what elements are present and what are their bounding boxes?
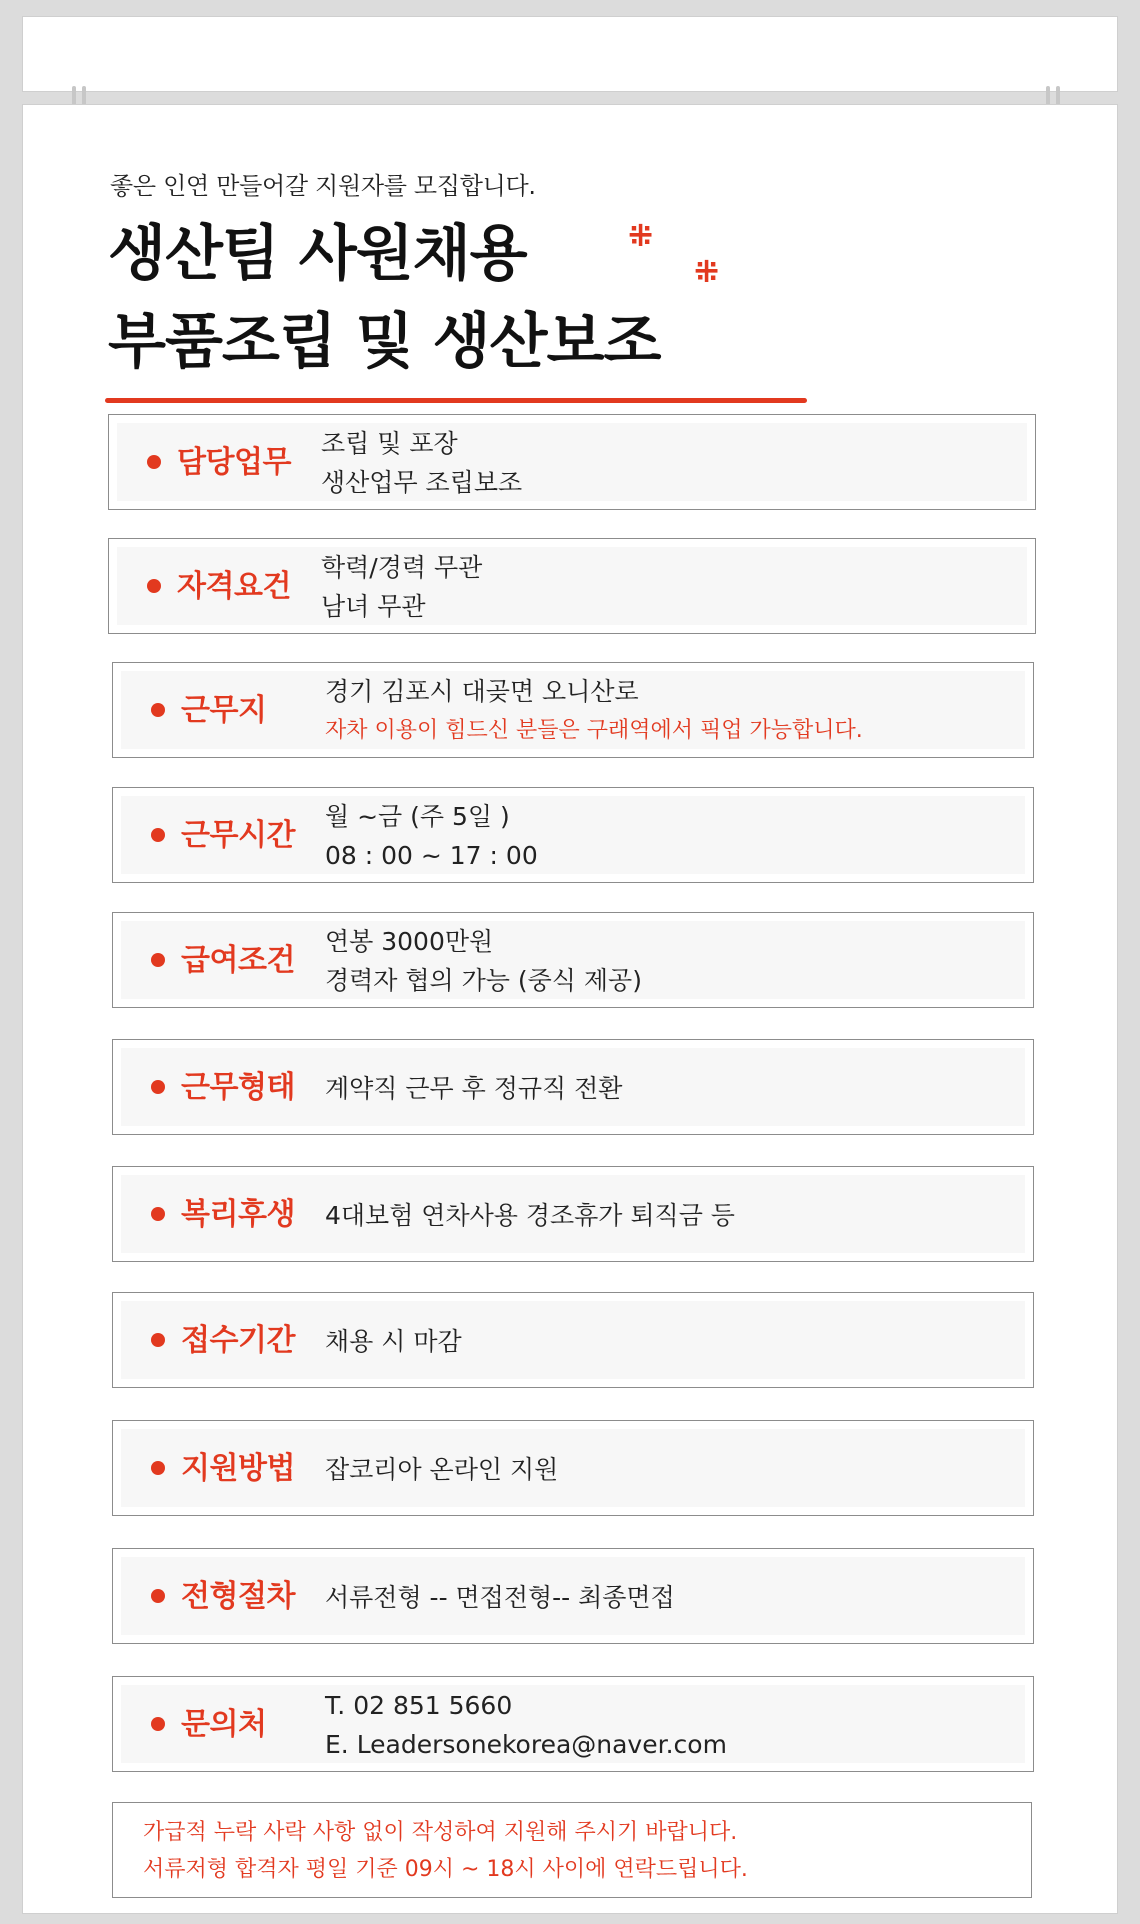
notice-line: 가급적 누락 사락 사항 없이 작성하여 지원해 주시기 바랍니다. [143, 1820, 738, 1845]
title-line-2: 부품조립 및 생산보조 [108, 307, 661, 377]
detail-row [112, 1292, 1034, 1388]
row-text: 학력/경력 무관 [321, 553, 483, 582]
row-text: 4대보험 연차사용 경조휴가 퇴직금 등 [325, 1200, 735, 1230]
row-content [325, 1421, 558, 1517]
row-text: 연봉 3000만원 [325, 927, 494, 956]
detail-row [112, 1039, 1034, 1135]
row-text: 채용 시 마감 [325, 1326, 462, 1356]
row-label: 급여조건 [181, 943, 295, 978]
row-text: 남녀 무관 [321, 592, 426, 621]
detail-row [112, 787, 1034, 883]
row-content [325, 1167, 735, 1263]
row-content [321, 415, 522, 511]
detail-row [112, 912, 1034, 1008]
bullet-icon [151, 1461, 165, 1475]
row-content [325, 1549, 675, 1645]
row-content [325, 1677, 727, 1773]
bullet-icon [151, 1333, 165, 1347]
detail-row [112, 1548, 1034, 1644]
detail-row [108, 538, 1036, 634]
row-text: 경력자 협의 가능 (중식 제공) [325, 966, 642, 995]
row-label: 담당업무 [177, 445, 291, 480]
row-label: 근무지 [181, 693, 267, 728]
row-label: 근무형태 [181, 1070, 295, 1105]
bullet-icon [151, 1207, 165, 1221]
row-label: 문의처 [181, 1707, 267, 1742]
row-label: 지원방법 [181, 1451, 295, 1486]
row-text: E. Leadersonekorea@naver.com [325, 1730, 727, 1759]
row-text: 계약직 근무 후 정규직 전환 [325, 1073, 623, 1103]
row-content [325, 913, 642, 1009]
row-label: 접수기간 [181, 1323, 295, 1358]
decor-asterisk-icon: ⁜ [694, 255, 720, 290]
notice-line: 서류저형 합격자 평일 기준 09시 ~ 18시 사이에 연락드립니다. [143, 1857, 748, 1882]
bullet-icon [151, 703, 165, 717]
row-text: 서류전형 -- 면접전형-- 최종면접 [325, 1582, 675, 1612]
row-label: 근무시간 [181, 818, 295, 853]
detail-row [112, 662, 1034, 758]
detail-row [112, 1420, 1034, 1516]
row-content [325, 1040, 622, 1136]
row-text: 월 ~금 (주 5일 ) [325, 802, 510, 831]
bullet-icon [151, 828, 165, 842]
decor-asterisk-icon: ⁜ [628, 219, 654, 254]
bullet-icon [147, 579, 161, 593]
row-content [321, 539, 482, 635]
row-label: 복리후생 [181, 1197, 295, 1232]
row-text: 잡코리아 온라인 지원 [325, 1454, 559, 1484]
notice-box [112, 1802, 1032, 1898]
bullet-icon [151, 953, 165, 967]
title-line-1: 생산팀 사원채용 [108, 219, 527, 289]
subtitle: 좋은 인연 만들어갈 지원자를 모집합니다. [110, 172, 536, 200]
bullet-icon [151, 1717, 165, 1731]
row-content [325, 663, 863, 759]
row-text: 조립 및 포장 [321, 429, 458, 458]
bullet-icon [151, 1080, 165, 1094]
top-paper-sheet [22, 16, 1118, 92]
title-underline [105, 398, 807, 403]
detail-row [112, 1676, 1034, 1772]
bullet-icon [147, 455, 161, 469]
row-content [325, 788, 538, 884]
bullet-icon [151, 1589, 165, 1603]
row-label: 자격요건 [177, 569, 291, 604]
row-text: T. 02 851 5660 [325, 1691, 513, 1720]
row-label: 전형절차 [181, 1579, 295, 1614]
row-text: 08 : 00 ~ 17 : 00 [325, 841, 538, 870]
row-text: 생산업무 조립보조 [321, 468, 523, 497]
row-note: 자차 이용이 힘드신 분들은 구래역에서 픽업 가능합니다. [325, 718, 863, 743]
detail-row [112, 1166, 1034, 1262]
row-content [325, 1293, 462, 1389]
row-text: 경기 김포시 대곶면 오니산로 [325, 677, 639, 706]
detail-row [108, 414, 1036, 510]
